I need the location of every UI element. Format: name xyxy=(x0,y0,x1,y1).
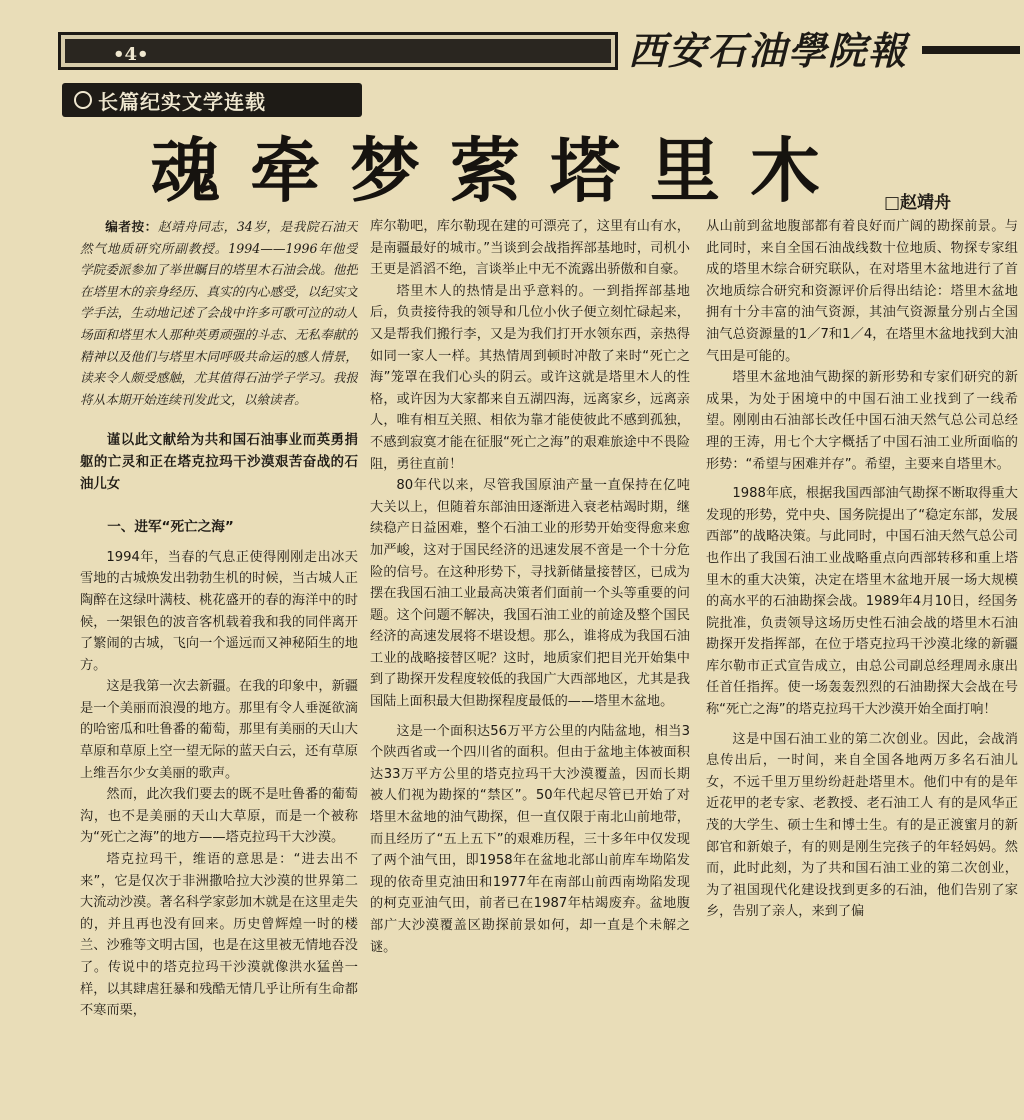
paragraph: 塔里木人的热情是出乎意料的。一到指挥部基地后，负责接待我的领导和几位小伙子便立刻忙碌起来，又是帮我们搬行李，又是为我们打开水领东西，亲热得如同一家人一样。其热情周到顿时冲散了来时“死亡之海”笼罩在我们心头的阴云。或许这就是塔里木人的性格，或许因为大家都来自五湖四海，远离家乡，远离亲人，唯有相互关照、相依为靠才能使彼此不感到孤独，不感到寂寞才能在征服“死亡之海”的艰难旅途中不畏险阻，勇往直前！ xyxy=(370,283,690,472)
column-middle xyxy=(370,216,690,1120)
series-banner xyxy=(62,83,362,117)
paragraph: 然而，此次我们要去的既不是吐鲁番的葡萄沟，也不是美丽的天山大草原，而是一个被称为“死亡之海”的地方——塔克拉玛干大沙漠。 xyxy=(80,787,358,846)
dedication: 谨以此文献给为共和国石油事业而英勇捐躯的亡灵和正在塔克拉玛干沙漠艰苦奋战的石油儿女 xyxy=(80,433,358,492)
editor-note-text: 赵靖舟同志，34岁，是我院石油天然气地质研究所副教授。1994——1996年他受学院委派参加了举世瞩目的塔里木石油会战。他把在塔里木的亲身经历、真实的内心感受，以纪实文学手法，生动地记述了会战中许多可歌可泣的动人场面和塔里木人那种英勇顽强的斗志、无私奉献的精神以及他们与塔里木同呼吸共命运的感人情景，读来令人颇受感触，尤其值得石油学子学习。我报将从本期开始连续刊发此文，以飨读者。 xyxy=(80,219,358,407)
paragraph: 库尔勒吧，库尔勒现在建的可漂亮了，这里有山有水，是南疆最好的城市。”当谈到会战指挥部基地时，司机小王更是滔滔不绝，言谈举止中无不流露出骄傲和自豪。 xyxy=(370,219,690,278)
circle-icon xyxy=(74,91,92,109)
paragraph: 塔克拉玛干，维语的意思是：“进去出不来”，它是仅次于非洲撒哈拉大沙漠的世界第二大流动沙漠。著名科学家彭加木就是在这里走失的，并且再也没有回来。历史曾辉煌一时的楼兰、沙雅等文明古国，也是在这里被无情地吞没了。传说中的塔克拉玛干沙漠就像洪水猛兽一样，以其肆虐狂暴和残酷无情几乎让所有生命都不寒而栗， xyxy=(80,852,358,1019)
column-right xyxy=(706,216,1018,1120)
newspaper-title: 西安石油學院報 xyxy=(628,28,909,73)
masthead-rule xyxy=(922,46,1020,54)
editor-note-label: 编者按： xyxy=(105,219,158,234)
page-number: •4• xyxy=(113,44,149,65)
paragraph: 1994年，当春的气息正使得刚刚走出冰天雪地的古城焕发出勃勃生机的时候，当古城人正陶醉在这绿叶满枝、桃花盛开的春的海洋中的时候，一架银色的波音客机载着我和我的同伴离开了繁闹的古城，飞向一个遥远而又神秘陌生的地方。 xyxy=(80,549,358,673)
series-label: 长篇纪实文学连载 xyxy=(98,89,266,114)
paragraph: 80年代以来，尽管我国原油产量一直保持在亿吨大关以上，但随着东部油田逐渐进入衰老枯竭时期，继续稳产日益困难，整个石油工业的形势开始变得愈来愈加严峻，这对于国民经济的迅速发展不啻是一个十分危险的信号。在这种形势下，寻找新储量接替区，已成为摆在我国石油工业最高决策者们面前一个头等重要的问题。这个问题不解决，我国石油工业的前途及整个国民经济的高速发展将不堪设想。那么，谁将成为我国石油工业的战略接替区呢？这时，地质家们把目光开始集中到了勘探开发程度较低的我国广大西部地区，尤其是我国陆上面积最大但勘探程度最低的——塔里木盆地。 xyxy=(370,478,690,710)
column-left xyxy=(80,216,358,1120)
paragraph: 1988年底，根据我国西部油气勘探不断取得重大发现的形势，党中央、国务院提出了“稳定东部，发展西部”的战略决策。与此同时，中国石油天然气总公司也作出了我国石油工业战略重点向西部转移和重上塔里木的重大决策，决定在塔里木盆地开展一场大规模的高水平的石油勘探会战。1989年4月10日，经国务院批准，负责领导这场历史性石油会战的塔里木石油勘探开发指挥部，在位于塔克拉玛干沙漠北缘的新疆库尔勒市正式宣告成立，由总公司副总经理周永康出任首任指挥。使一场轰轰烈烈的石油勘探大会战在号称“死亡之海”的塔克拉玛干大沙漠开始全面打响！ xyxy=(706,486,1018,718)
masthead xyxy=(58,26,1020,76)
article-title: 魂牵梦萦塔里木 xyxy=(150,129,850,212)
paragraph: 这是一个面积达56万平方公里的内陆盆地，相当3个陕西省或一个四川省的面积。但由于盆地主体被面积达33万平方公里的塔克拉玛干大沙漠覆盖，因而长期被人们视为勘探的“禁区”。50年代起尽管已开始了对塔里木盆地的油气勘探，但一直仅限于南北山前地带，而且经历了“五上五下”的艰难历程，三十多年中仅发现了两个油气田，即1958年在盆地北部山前库车坳陷发现的依奇里克油田和1977年在南部山前西南坳陷发现的柯克亚油气田，前者已在1987年枯竭废弃。盆地腹部广大沙漠覆盖区勘探前景如何，却一直是个未解之谜。 xyxy=(370,723,690,955)
paragraph: 塔里木盆地油气勘探的新形势和专家们研究的新成果，为处于困境中的中国石油工业找到了一线希望。刚刚由石油部长改任中国石油天然气总公司总经理的王涛，用七个大字概括了中国石油工业所面临的形势：“希望与困难并存”。希望，主要来自塔里木。 xyxy=(706,370,1018,472)
article-byline: □赵靖舟 xyxy=(884,193,952,213)
paragraph: 这是中国石油工业的第二次创业。因此，会战消息传出后，一时间，来自全国各地两万多名石油儿女，不远千里万里纷纷赶赴塔里木。他们中有的是年近花甲的老专家、老教授、老石油工人 有的是风华正茂的大学生、硕士生和博士生。有的是正渡蜜月的新郎官和新娘子，有的则是刚生完孩子的年轻妈妈。然而，此时此刻，为了共和国石油工业的第二次创业，为了祖国现代化建设找到更多的石油，他们告别了家乡，告别了亲人，来到了偏 xyxy=(706,731,1018,920)
paragraph: 这是我第一次去新疆。在我的印象中，新疆是一个美丽而浪漫的地方。那里有令人垂涎欲滴的哈密瓜和吐鲁番的葡萄，那里有美丽的天山大草原和草原上空一望无际的蓝天白云，还有草原上维吾尔少女美丽的歌声。 xyxy=(80,679,358,781)
section-heading: 一、进军“死亡之海” xyxy=(107,519,234,536)
masthead-bar xyxy=(58,32,618,70)
paragraph: 从山前到盆地腹部都有着良好而广阔的勘探前景。与此同时，来自全国石油战线数十位地质、物探专家组成的塔里木综合研究联队，在对塔里木盆地进行了首次地质综合研究和资源评价后得出结论：塔里木盆地拥有十分丰富的油气资源，其油气资源量分别占全国油气总资源量的1／7和1／4，在塔里木盆地找到大油气田是可能的。 xyxy=(706,219,1018,364)
editor-note xyxy=(80,216,358,410)
